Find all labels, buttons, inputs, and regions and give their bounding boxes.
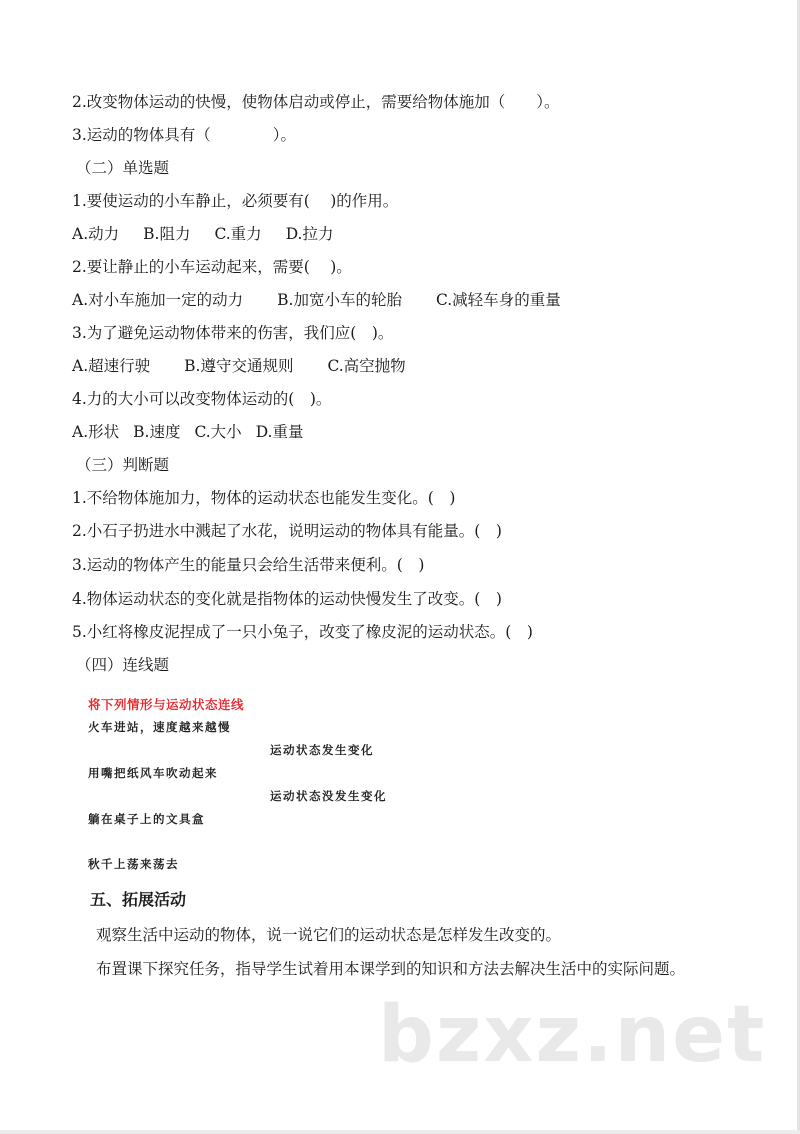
- page-edge-bottom: [0, 1130, 800, 1134]
- matching-left-item: 用嘴把纸风车吹动起来: [88, 766, 218, 780]
- fill-blank-question-2: 2.改变物体运动的快慢，使物体启动或停止，需要给物体施加（ ）。: [72, 93, 560, 111]
- matching-left-item: 秋千上荡来荡去: [88, 857, 179, 871]
- matching-left-item: 躺在桌子上的文具盒: [88, 812, 205, 826]
- option: B.遵守交通规则: [184, 357, 294, 375]
- matching-heading: （四）连线题: [76, 656, 170, 674]
- single-choice-question-2: 2.要让静止的小车运动起来，需要( )。: [72, 258, 352, 276]
- option: A.动力: [72, 225, 120, 243]
- option: C.大小: [194, 423, 242, 441]
- option: C.高空抛物: [327, 357, 406, 375]
- extension-line-2: 布置课下探究任务，指导学生试着用本课学到的知识和方法去解决生活中的实际问题。: [96, 960, 686, 978]
- watermark: bzxz.net: [378, 990, 767, 1080]
- true-false-question-5: 5.小红将橡皮泥捏成了一只小兔子，改变了橡皮泥的运动状态。( ): [72, 623, 533, 641]
- matching-title: 将下列情形与运动状态连线: [88, 697, 245, 712]
- option: A.超速行驶: [72, 357, 151, 375]
- option: C.减轻车身的重量: [435, 291, 561, 309]
- true-false-question-4: 4.物体运动状态的变化就是指物体的运动快慢发生了改变。( ): [72, 590, 502, 608]
- true-false-heading: （三）判断题: [76, 456, 170, 474]
- extension-line-1: 观察生活中运动的物体，说一说它们的运动状态是怎样发生改变的。: [96, 926, 562, 944]
- single-choice-options-1: [72, 224, 334, 244]
- matching-left-item: 火车进站，速度越来越慢: [88, 720, 231, 734]
- option: A.形状: [72, 423, 120, 441]
- true-false-question-1: 1.不给物体施加力，物体的运动状态也能发生变化。( ): [72, 489, 456, 507]
- true-false-question-2: 2.小石子扔进水中溅起了水花，说明运动的物体具有能量。( ): [72, 522, 502, 540]
- option: B.加宽小车的轮胎: [277, 291, 402, 309]
- option: D.重量: [255, 423, 304, 441]
- single-choice-options-4: [72, 422, 304, 442]
- single-choice-question-1: 1.要使运动的小车静止，必须要有( )的作用。: [72, 192, 399, 210]
- option: B.速度: [133, 423, 181, 441]
- matching-right-item: 运动状态没发生变化: [270, 789, 387, 803]
- option: D.拉力: [285, 225, 334, 243]
- option: A.对小车施加一定的动力: [72, 291, 244, 309]
- true-false-question-3: 3.运动的物体产生的能量只会给生活带来便利。( ): [72, 556, 425, 574]
- single-choice-options-2: [72, 290, 561, 310]
- single-choice-question-3: 3.为了避免运动物体带来的伤害，我们应( )。: [72, 324, 394, 342]
- extension-heading: 五、拓展活动: [90, 890, 187, 909]
- fill-blank-question-3: 3.运动的物体具有（ ）。: [72, 126, 297, 144]
- option: C.重力: [214, 225, 262, 243]
- single-choice-heading: （二）单选题: [76, 159, 170, 177]
- single-choice-options-3: [72, 356, 406, 376]
- matching-right-item: 运动状态发生变化: [270, 743, 374, 757]
- single-choice-question-4: 4.力的大小可以改变物体运动的( )。: [72, 390, 332, 408]
- option: B.阻力: [143, 225, 191, 243]
